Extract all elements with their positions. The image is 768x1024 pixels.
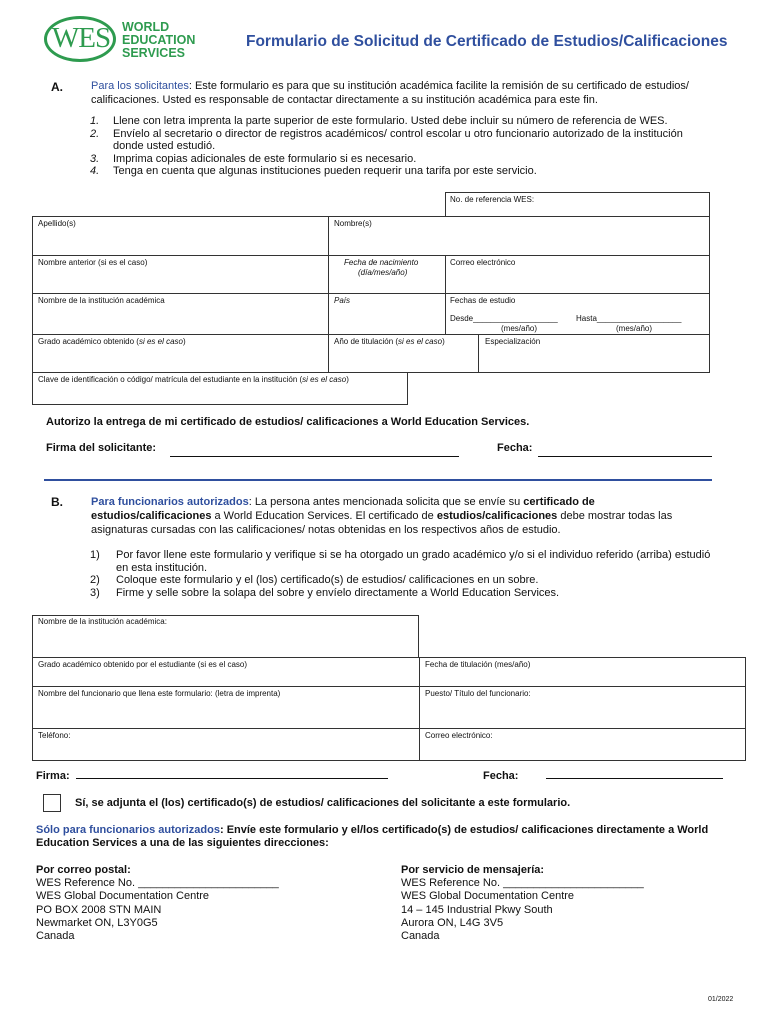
country-label: País — [334, 296, 351, 305]
section-b-steps — [90, 549, 712, 599]
address-line: WES Reference No. _______________________ — [401, 877, 644, 890]
address-line: WES Global Documentation Centre — [401, 890, 575, 903]
section-a-intro: Para los solicitantes: Este formulario es para que su institución académica facilite la remisión de su certificado de estudios/ calificaciones. Usted es responsable de contactar directamente a su institución académica para este fin. — [91, 80, 689, 106]
birth-date-format: (día/mes/año) — [358, 268, 408, 277]
address-line: Canada — [36, 930, 75, 943]
degree-label: Grado académico obtenido (si es el caso) — [38, 337, 186, 346]
courier-address — [401, 864, 644, 943]
section-b-letter: B. — [51, 495, 63, 509]
officials-instructions: Sólo para funcionarios autorizados: Envíe este formulario y el/los certificado(s) de estudios/ calificaciones directamente a World Education Services a una de las siguientes direcciones: — [36, 824, 709, 849]
official-signature-label: Firma: — [36, 770, 70, 782]
official-signature-line[interactable] — [76, 767, 388, 779]
address-line: WES Reference No. _______________________ — [36, 877, 279, 890]
address-line: Canada — [401, 930, 440, 943]
given-name-label: Nombre(s) — [334, 219, 372, 228]
list-item: 2) Coloque este formulario y el (los) certificado(s) de estudios/ calificaciones en un sobre. — [90, 574, 539, 586]
courier-heading: Por servicio de mensajería: — [401, 864, 545, 876]
list-item: 4. Tenga en cuenta que algunas instituciones pueden requerir una tarifa por este servicio. — [90, 165, 537, 177]
mail-address — [36, 864, 279, 943]
logo-wordmark: WORLD EDUCATION SERVICES — [122, 20, 196, 60]
page-title: Formulario de Solicitud de Certificado de Estudios/Calificaciones — [246, 33, 728, 50]
official-contact-row — [32, 728, 746, 761]
official-email-label: Correo electrónico: — [425, 731, 493, 740]
transcript-attached-checkbox[interactable] — [43, 794, 61, 812]
study-dates-label: Fechas de estudio — [450, 296, 516, 305]
address-line: PO BOX 2008 STN MAIN — [36, 903, 162, 916]
official-institution-label: Nombre de la institución académica: — [38, 617, 167, 626]
authorization-statement: Autorizo la entrega de mi certificado de estudios/ calificaciones a World Education Services. — [46, 416, 530, 428]
institution-label: Nombre de la institución académica — [38, 296, 165, 305]
list-item: 2. Envíelo al secretario o director de registros académicos/ control escolar u otro funcionario autorizado de la institución donde usted estudió. — [90, 127, 683, 152]
month-year-note: (mes/año) — [501, 324, 538, 333]
address-line: Newmarket ON, L3Y0G5 — [36, 916, 158, 929]
official-name-label: Nombre del funcionario que llena este formulario: (letra de imprenta) — [38, 689, 281, 698]
surname-label: Apellido(s) — [38, 219, 76, 228]
applicant-signature-label: Firma del solicitante: — [46, 442, 157, 454]
list-item: 3. Imprima copias adicionales de este formulario si es necesario. — [90, 152, 417, 165]
former-name-label: Nombre anterior (si es el caso) — [38, 258, 148, 267]
checkbox-label: Sí, se adjunta el (los) certificado(s) de estudios/ calificaciones del solicitante a este formulario. — [75, 797, 571, 809]
wes-ref-label: No. de referencia WES: — [450, 195, 535, 204]
address-line: WES Global Documentation Centre — [36, 890, 210, 903]
list-item: 3) Firme y selle sobre la solapa del sobre y envíelo directamente a World Education Services. — [90, 586, 560, 599]
applicant-signature-line[interactable] — [170, 445, 459, 457]
list-item: 1) Por favor llene este formulario y verifique si se ha otorgado un grado académico y/o si el individuo referido (arriba) estudió en esta institución. — [90, 549, 711, 574]
phone-label: Teléfono: — [38, 731, 71, 740]
study-to-field[interactable]: Hasta___________________ — [576, 314, 682, 323]
wes-logo — [44, 16, 214, 66]
birth-date-label: Fecha de nacimiento — [344, 258, 419, 267]
applicant-date-label: Fecha: — [497, 442, 533, 454]
study-from-field[interactable]: Desde___________________ — [450, 314, 558, 323]
student-id-label: Clave de identificación o código/ matrícula del estudiante en la institución (si es el caso) — [38, 375, 349, 384]
applicant-date-line[interactable] — [538, 445, 712, 457]
official-position-label: Puesto/ Título del funcionario: — [425, 689, 531, 698]
section-a-steps — [90, 115, 710, 178]
section-a-letter: A. — [51, 80, 63, 94]
month-year-note: (mes/año) — [616, 324, 653, 333]
official-date-label: Fecha: — [483, 770, 519, 782]
grad-date-label: Fecha de titulación (mes/año) — [425, 660, 531, 669]
address-line: Aurora ON, L4G 3V5 — [401, 916, 504, 929]
logo-mark: WES — [51, 22, 111, 54]
list-item: 1. Llene con letra imprenta la parte superior de este formulario. Usted debe incluir su número de referencia de WES. — [90, 115, 668, 127]
official-date-line[interactable] — [546, 767, 723, 779]
specialization-label: Especialización — [485, 337, 541, 346]
mail-heading: Por correo postal: — [36, 864, 131, 876]
form-version: 01/2022 — [708, 996, 734, 1003]
section-b-intro: Para funcionarios autorizados: La persona antes mencionada solicita que se envíe su certificado de estudios/calificaciones a World Education Services. El certificado de estudios/calificaciones debe mostrar todas las asignaturas cursadas con las calificaciones/ notas obtenidas en los respectivos años de estudio. — [91, 496, 673, 536]
grad-year-label: Año de titulación (si es el caso) — [334, 337, 445, 346]
official-degree-label: Grado académico obtenido por el estudiante (si es el caso) — [38, 660, 248, 669]
address-line: 14 – 145 Industrial Pkwy South — [401, 903, 553, 916]
email-label: Correo electrónico — [450, 258, 516, 267]
section-divider — [44, 479, 712, 481]
